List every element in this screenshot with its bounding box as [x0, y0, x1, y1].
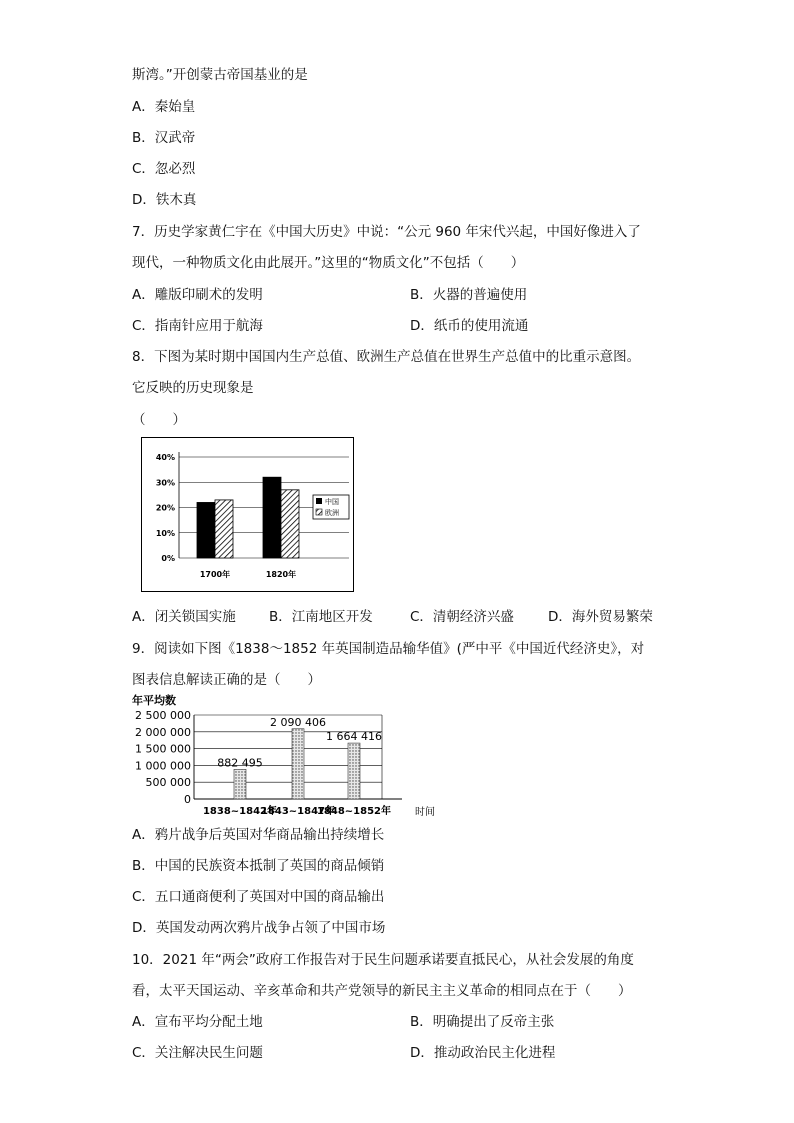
- q9-option-c: C．五口通商便利了英国对中国的商品输出: [132, 889, 385, 905]
- bar: [292, 729, 304, 799]
- legend-swatch-europe: [316, 509, 322, 515]
- q9-stem-line2: 图表信息解读正确的是（ ）: [132, 672, 321, 688]
- q8-stem-line2: 它反映的历史现象是: [132, 380, 254, 396]
- y-tick-label: 500 000: [145, 776, 191, 790]
- q10-option-c: C．关注解决民生问题: [132, 1045, 263, 1061]
- q10-option-d: D．推动政治民主化进程: [410, 1045, 556, 1061]
- y-tick-label: 1 000 000: [135, 759, 191, 773]
- q8-option-b: B．江南地区开发: [269, 609, 373, 625]
- bar: [348, 743, 360, 799]
- x-tick-label: 1820年: [265, 570, 297, 579]
- y-tick-label: 30%: [155, 478, 175, 488]
- bar: [234, 769, 246, 799]
- q9-option-a: A．鸦片战争后英国对华商品输出持续增长: [132, 827, 385, 843]
- bar-china: [197, 502, 215, 558]
- legend-label-china: 中国: [325, 498, 339, 506]
- q6-option-c: C．忽必烈: [132, 161, 196, 177]
- y-tick-label: 40%: [155, 453, 175, 462]
- value-label: 2 090 406: [270, 715, 326, 729]
- q10-stem-line1: 10．2021 年“两会”政府工作报告对于民生问题承诺要直抵民心，从社会发展的角度: [132, 952, 634, 968]
- bar-china: [263, 477, 281, 558]
- q7-option-b: B．火器的普遍使用: [410, 287, 528, 303]
- y-tick-label: 2 000 000: [135, 725, 191, 739]
- value-label: 1 664 416: [326, 730, 382, 744]
- q8-option-d: D．海外贸易繁荣: [548, 609, 653, 625]
- q9-option-b: B．中国的民族资本抵制了英国的商品倾销: [132, 858, 385, 874]
- q6-option-d: D．铁木真: [132, 192, 197, 208]
- q10-option-a: A．宣布平均分配土地: [132, 1014, 263, 1030]
- q8-bar-chart: [141, 437, 355, 593]
- y-tick-label: 2 500 000: [135, 709, 191, 722]
- q9-bar-chart: [130, 693, 440, 819]
- x-tick-label: 1843~1847年: [260, 806, 336, 817]
- value-label: 882 495: [217, 756, 263, 770]
- y-tick-label: 1 500 000: [135, 742, 191, 756]
- q9-option-d: D．英国发动两次鸦片战争占领了中国市场: [132, 920, 386, 936]
- q10-option-b: B．明确提出了反帝主张: [410, 1014, 555, 1030]
- y-tick-label: 0%: [161, 554, 175, 563]
- q7-stem-line2: 现代，一种物质文化由此展开。”这里的“物质文化”不包括（ ）: [132, 255, 525, 271]
- q8-option-a: A．闭关锁国实施: [132, 609, 236, 625]
- bar-europe: [215, 500, 233, 558]
- y-tick-label: 10%: [155, 528, 175, 538]
- q8-stem-line1: 8．下图为某时期中国国内生产总值、欧洲生产总值在世界生产总值中的比重示意图。: [132, 349, 641, 365]
- q7-option-c: C．指南针应用于航海: [132, 318, 263, 334]
- q8-stem-line3: （ ）: [132, 412, 186, 428]
- y-tick-label: 20%: [155, 503, 175, 513]
- q9-stem-line1: 9．阅读如下图《1838～1852 年英国制造品输华值》(严中平《中国近代经济史》，对: [132, 641, 645, 657]
- bar-europe: [281, 490, 299, 558]
- x-tick-label: 1838~1842年: [202, 806, 278, 817]
- q6-option-a: A．秦始皇: [132, 99, 196, 115]
- q9-chart-xlabel: 时间: [415, 807, 435, 818]
- q8-option-c: C．清朝经济兴盛: [410, 609, 514, 625]
- x-tick-label: 1848~1852年: [316, 806, 392, 817]
- y-tick-label: 0: [184, 793, 191, 806]
- q7-option-a: A．雕版印刷术的发明: [132, 287, 263, 303]
- q6-stem: 斯湾。”开创蒙古帝国基业的是: [132, 67, 308, 83]
- legend-swatch-china: [316, 498, 322, 504]
- q6-option-b: B．汉武帝: [132, 130, 196, 146]
- q10-stem-line2: 看，太平天国运动、辛亥革命和共产党领导的新民主主义革命的相同点在于（ ）: [132, 983, 632, 999]
- legend-label-europe: 欧洲: [325, 509, 339, 517]
- q9-chart-ylabel: 年平均数: [132, 694, 176, 707]
- x-tick-label: 1700年: [199, 570, 231, 579]
- q7-option-d: D．纸币的使用流通: [410, 318, 529, 334]
- q7-stem-line1: 7．历史学家黄仁宇在《中国大历史》中说：“公元 960 年宋代兴起，中国好像进入了: [132, 224, 641, 240]
